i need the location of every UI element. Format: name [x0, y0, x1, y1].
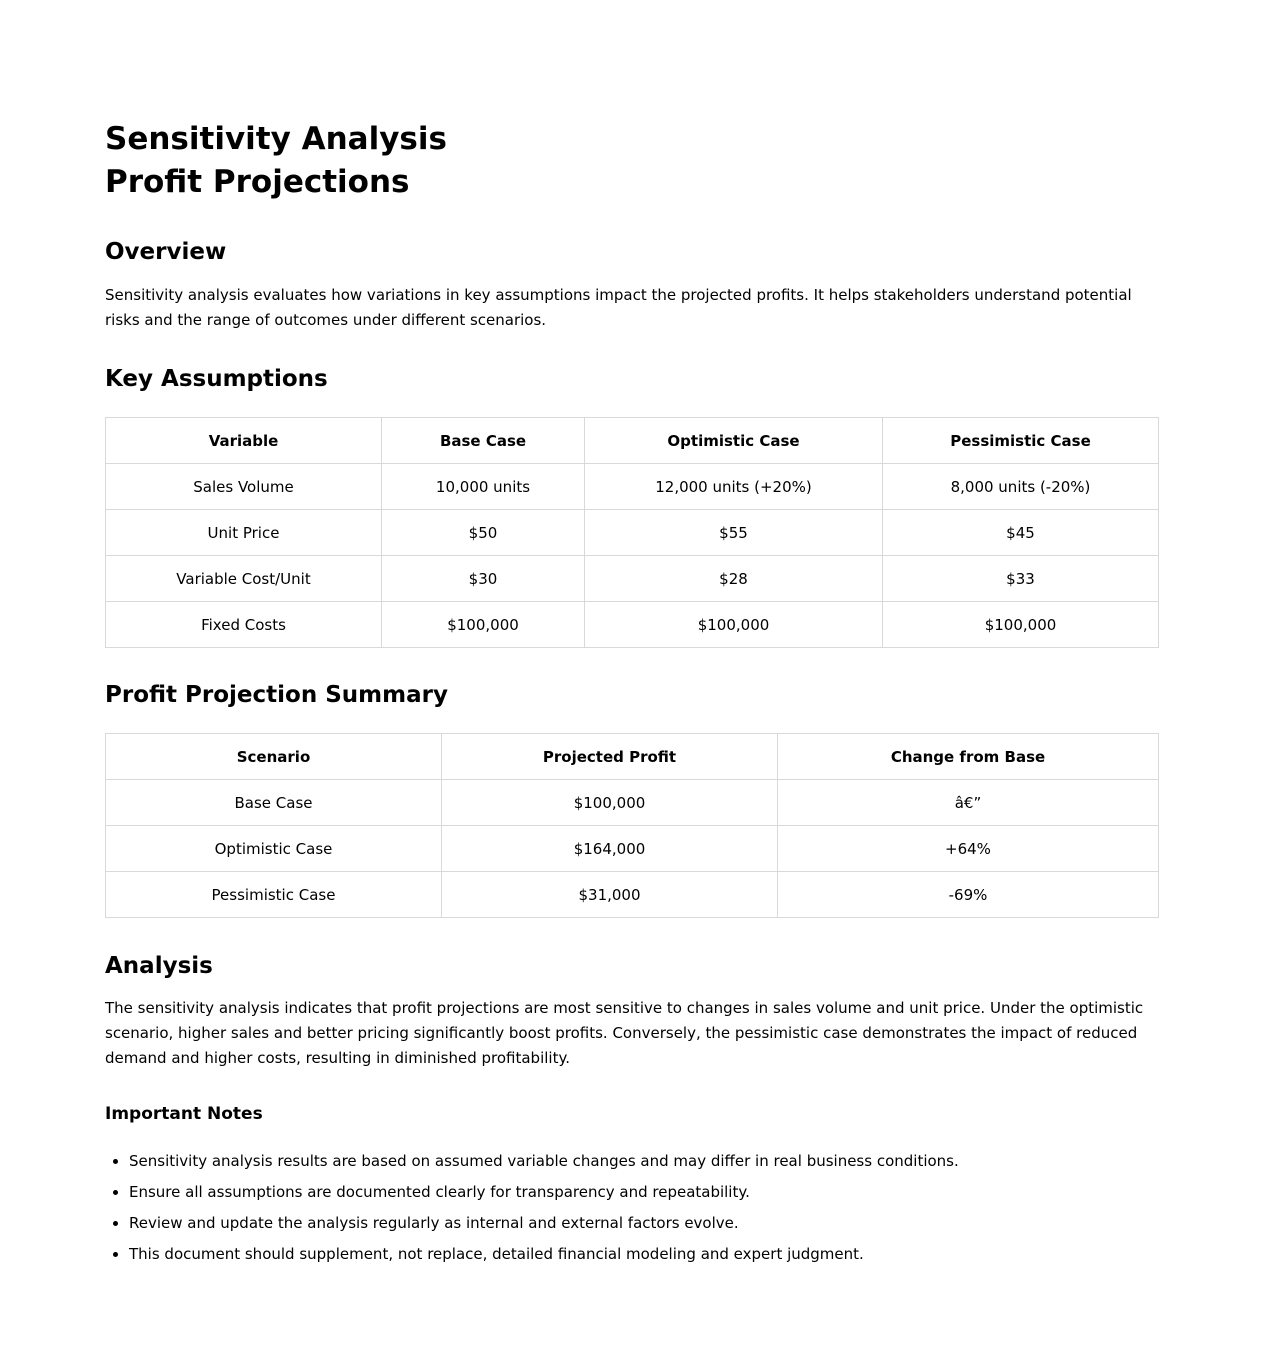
table-cell: $100,000 [883, 602, 1159, 648]
table-cell: $30 [382, 556, 585, 602]
table-row [106, 826, 1159, 872]
table-row [106, 602, 1159, 648]
table-cell: Sales Volume [106, 464, 382, 510]
table-cell: 8,000 units (-20%) [883, 464, 1159, 510]
list-item: • This document should supplement, not replace, detailed financial modeling and expert judgment. [129, 1244, 1158, 1264]
table-cell: 12,000 units (+20%) [585, 464, 883, 510]
column-header-variable: Variable [106, 418, 382, 464]
table-cell: $100,000 [585, 602, 883, 648]
table-cell: Pessimistic Case [106, 872, 442, 918]
column-header-projected-profit: Projected Profit [442, 734, 778, 780]
overview-heading: Overview [105, 239, 227, 265]
important-notes-heading: Important Notes [105, 1104, 263, 1124]
table-cell: Variable Cost/Unit [106, 556, 382, 602]
title-line-1: Sensitivity Analysis [105, 121, 447, 157]
table-cell: Base Case [106, 780, 442, 826]
column-header-scenario: Scenario [106, 734, 442, 780]
list-item: • Ensure all assumptions are documented clearly for transparency and repeatability. [129, 1182, 1158, 1202]
table-header-row [106, 734, 1159, 780]
column-header-optimistic-case: Optimistic Case [585, 418, 883, 464]
table-cell: -69% [778, 872, 1159, 918]
table-header-row [106, 418, 1159, 464]
table-cell: â€” [778, 780, 1159, 826]
analysis-text: The sensitivity analysis indicates that profit projections are most sensitive to changes in sales volume and unit price. Under the optimistic scenario, higher sales and better pricing significantly boost profits. Conversely, the pessimistic case demonstrates the impact of reduced demand and higher costs, resulting in diminished profitability. [105, 999, 1144, 1067]
table-row [106, 510, 1159, 556]
table-row [106, 556, 1159, 602]
table-cell: $164,000 [442, 826, 778, 872]
key-assumptions-table [105, 417, 1159, 648]
table-cell: $100,000 [442, 780, 778, 826]
table-cell: +64% [778, 826, 1159, 872]
document-title [105, 118, 1158, 204]
table-cell: Unit Price [106, 510, 382, 556]
list-item: • Review and update the analysis regularly as internal and external factors evolve. [129, 1213, 1158, 1233]
overview-text: Sensitivity analysis evaluates how variations in key assumptions impact the projected profits. It helps stakeholders understand potential risks and the range of outcomes under different scenarios. [105, 286, 1132, 329]
table-cell: $33 [883, 556, 1159, 602]
table-row [106, 464, 1159, 510]
table-cell: $45 [883, 510, 1159, 556]
analysis-heading: Analysis [105, 953, 213, 979]
list-item: • Sensitivity analysis results are based on assumed variable changes and may differ in real business conditions. [129, 1151, 1158, 1171]
table-cell: $100,000 [382, 602, 585, 648]
table-cell: $31,000 [442, 872, 778, 918]
title-line-2: Profit Projections [105, 164, 410, 200]
column-header-pessimistic-case: Pessimistic Case [883, 418, 1159, 464]
table-cell: Optimistic Case [106, 826, 442, 872]
key-assumptions-heading: Key Assumptions [105, 366, 328, 392]
table-cell: $50 [382, 510, 585, 556]
table-row [106, 780, 1159, 826]
table-cell: Fixed Costs [106, 602, 382, 648]
table-cell: $55 [585, 510, 883, 556]
table-cell: $28 [585, 556, 883, 602]
important-notes-list [105, 1151, 1158, 1264]
profit-summary-heading: Profit Projection Summary [105, 682, 448, 708]
table-cell: 10,000 units [382, 464, 585, 510]
column-header-change-from-base: Change from Base [778, 734, 1159, 780]
column-header-base-case: Base Case [382, 418, 585, 464]
table-row [106, 872, 1159, 918]
profit-summary-table [105, 733, 1159, 918]
